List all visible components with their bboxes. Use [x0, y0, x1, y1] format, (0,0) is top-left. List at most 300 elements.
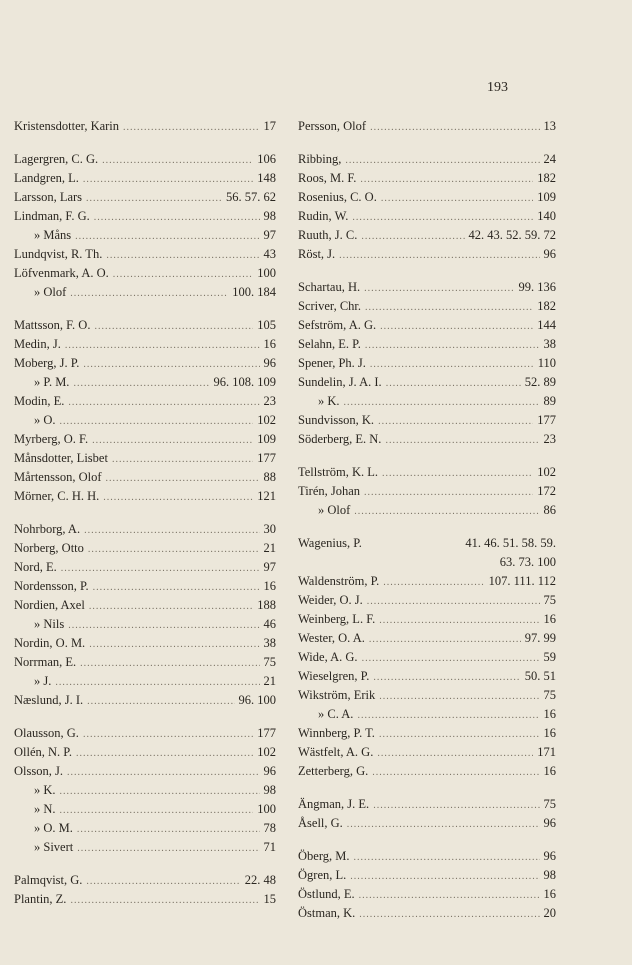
index-entry	[14, 653, 276, 672]
entry-name: Nordien, Axel	[14, 598, 85, 612]
entry-name: Wieselgren, P.	[298, 669, 370, 683]
index-entry	[298, 534, 556, 553]
index-entry	[14, 615, 276, 634]
dot-leader	[370, 355, 534, 373]
entry-name: » Nils	[34, 617, 65, 631]
index-entry	[14, 117, 276, 136]
index-entry	[298, 463, 556, 482]
dot-leader	[86, 872, 240, 890]
index-entry	[298, 150, 556, 169]
dot-leader	[75, 227, 259, 245]
entry-pages: 96	[543, 849, 556, 863]
right-index-column	[298, 117, 556, 923]
entry-pages: 100	[257, 802, 276, 816]
dot-leader	[76, 744, 253, 762]
entry-name: Myrberg, O. F.	[14, 432, 89, 446]
entry-pages: 86	[543, 503, 556, 517]
index-entry	[298, 724, 556, 743]
entry-pages: 71	[263, 840, 276, 854]
dot-leader	[80, 654, 259, 672]
dot-leader	[86, 189, 222, 207]
index-entry	[14, 283, 276, 302]
dot-leader	[88, 540, 260, 558]
entry-name: Wikström, Erik	[298, 688, 376, 702]
entry-pages: 20	[543, 906, 556, 920]
dot-leader	[61, 559, 260, 577]
index-entry	[14, 890, 276, 909]
index-entry	[298, 482, 556, 501]
index-entry	[298, 188, 556, 207]
entry-name: » K.	[34, 783, 56, 797]
entry-pages: 109	[257, 432, 276, 446]
entry-name: Waldenström, P.	[298, 574, 380, 588]
dot-leader	[357, 706, 539, 724]
index-entry	[298, 667, 556, 686]
dot-leader	[112, 450, 253, 468]
entry-name: Larsson, Lars	[14, 190, 83, 204]
entry-name: Lundqvist, R. Th.	[14, 247, 103, 261]
entry-pages: 38	[263, 636, 276, 650]
dot-leader	[360, 170, 533, 188]
entry-name: Månsdotter, Lisbet	[14, 451, 108, 465]
index-entry	[298, 572, 556, 591]
entry-name: Modin, E.	[14, 394, 65, 408]
index-entry	[14, 411, 276, 430]
entry-name: » O. M.	[34, 821, 73, 835]
entry-name: Mörner, C. H. H.	[14, 489, 100, 503]
entry-pages: 41. 46. 51. 58. 59.	[465, 536, 556, 550]
entry-pages: 107. 111. 112	[488, 574, 556, 588]
entry-pages: 144	[537, 318, 556, 332]
dot-leader	[386, 374, 521, 392]
entry-pages: 63. 73. 100	[499, 555, 556, 569]
entry-pages: 38	[543, 337, 556, 351]
index-entry	[298, 743, 556, 762]
entry-pages: 96	[263, 356, 276, 370]
entry-pages: 56. 57. 62	[226, 190, 276, 204]
index-entry	[298, 392, 556, 411]
entry-name: Sundelin, J. A. I.	[298, 375, 382, 389]
index-entry	[298, 117, 556, 136]
entry-pages: 177	[537, 413, 556, 427]
entry-pages: 75	[543, 688, 556, 702]
index-entry	[14, 207, 276, 226]
entry-pages: 16	[543, 726, 556, 740]
entry-pages: 96. 108. 109	[213, 375, 276, 389]
entry-pages: 16	[543, 612, 556, 626]
entry-pages: 100	[257, 266, 276, 280]
dot-leader	[347, 815, 540, 833]
dot-leader	[359, 886, 540, 904]
entry-pages: 13	[543, 119, 556, 133]
entry-pages: 16	[263, 337, 276, 351]
entry-name: Sefström, A. G.	[298, 318, 377, 332]
entry-pages: 43	[263, 247, 276, 261]
index-entry	[14, 871, 276, 890]
dot-leader	[370, 118, 539, 136]
entry-pages: 121	[257, 489, 276, 503]
index-entry	[298, 278, 556, 297]
entry-pages: 75	[543, 593, 556, 607]
entry-name: Söderberg, E. N.	[298, 432, 382, 446]
dot-leader	[73, 374, 209, 392]
dot-leader	[55, 673, 259, 691]
entry-pages: 171	[537, 745, 556, 759]
entry-name: Tirén, Johan	[298, 484, 361, 498]
entry-name: » P. M.	[34, 375, 70, 389]
dot-leader	[377, 744, 533, 762]
entry-pages: 52. 89	[524, 375, 556, 389]
index-entry	[14, 430, 276, 449]
entry-name: Selahn, E. P.	[298, 337, 361, 351]
entry-pages: 97. 99	[524, 631, 556, 645]
index-entry	[14, 838, 276, 857]
entry-name: Wide, A. G.	[298, 650, 358, 664]
dot-leader	[379, 725, 540, 743]
index-entry	[14, 169, 276, 188]
entry-pages: 21	[263, 541, 276, 555]
entry-pages: 50. 51	[524, 669, 556, 683]
dot-leader	[60, 782, 260, 800]
index-entry	[298, 904, 556, 923]
entry-name: Lagergren, C. G.	[14, 152, 99, 166]
entry-name: Wästfelt, A. G.	[298, 745, 374, 759]
dot-leader	[94, 317, 253, 335]
entry-name: » N.	[34, 802, 56, 816]
dot-leader	[373, 668, 520, 686]
entry-name: Medin, J.	[14, 337, 61, 351]
index-entry	[14, 819, 276, 838]
dot-leader	[379, 687, 539, 705]
index-entry	[298, 354, 556, 373]
entry-name: Plantin, Z.	[14, 892, 67, 906]
entry-pages: 89	[543, 394, 556, 408]
entry-pages: 30	[263, 522, 276, 536]
dot-leader	[70, 284, 228, 302]
index-entry	[298, 686, 556, 705]
entry-name: Nordin, O. M.	[14, 636, 86, 650]
entry-pages: 17	[263, 119, 276, 133]
entry-pages: 78	[263, 821, 276, 835]
entry-name: Röst, J.	[298, 247, 336, 261]
dot-leader	[354, 848, 540, 866]
index-entry	[298, 297, 556, 316]
entry-name: Sundvisson, K.	[298, 413, 375, 427]
entry-pages: 172	[537, 484, 556, 498]
entry-name: Næslund, J. I.	[14, 693, 84, 707]
dot-leader	[362, 649, 540, 667]
index-entry	[14, 743, 276, 762]
entry-pages: 106	[257, 152, 276, 166]
entry-name: Weider, O. J.	[298, 593, 363, 607]
index-entry	[14, 354, 276, 373]
dot-leader	[68, 393, 259, 411]
entry-name: Rosenius, C. O.	[298, 190, 377, 204]
entry-name: Olausson, G.	[14, 726, 79, 740]
index-entry	[14, 392, 276, 411]
index-entry	[298, 866, 556, 885]
entry-name: Ängman, J. E.	[298, 797, 370, 811]
dot-leader	[94, 208, 260, 226]
dot-leader	[369, 630, 521, 648]
index-entry	[14, 781, 276, 800]
entry-name: Weinberg, L. F.	[298, 612, 376, 626]
index-entry	[298, 885, 556, 904]
index-entry	[14, 245, 276, 264]
index-entry	[14, 539, 276, 558]
dot-leader	[381, 189, 533, 207]
entry-name: Nohrborg, A.	[14, 522, 81, 536]
index-entry	[14, 150, 276, 169]
entry-pages: 182	[537, 171, 556, 185]
entry-pages: 188	[257, 598, 276, 612]
dot-leader	[365, 336, 540, 354]
dot-leader	[60, 801, 254, 819]
entry-pages: 177	[257, 726, 276, 740]
entry-pages: 23	[263, 394, 276, 408]
entry-name: Norberg, Otto	[14, 541, 84, 555]
index-entry	[14, 449, 276, 468]
dot-leader	[60, 412, 254, 430]
entry-name: » Sivert	[34, 840, 74, 854]
entry-pages: 98	[263, 209, 276, 223]
left-index-column	[14, 117, 276, 909]
index-entry	[298, 705, 556, 724]
entry-pages: 16	[263, 579, 276, 593]
dot-leader	[77, 820, 260, 838]
dot-leader	[67, 763, 260, 781]
index-entry	[298, 795, 556, 814]
entry-name: Roos, M. F.	[298, 171, 357, 185]
entry-name: Persson, Olof	[298, 119, 367, 133]
entry-name: Kristensdotter, Karin	[14, 119, 120, 133]
entry-pages: 97	[263, 560, 276, 574]
index-entry	[14, 634, 276, 653]
dot-leader	[359, 905, 539, 923]
entry-pages: 110	[537, 356, 556, 370]
entry-name: Ögren, L.	[298, 868, 347, 882]
entry-name: Moberg, J. P.	[14, 356, 80, 370]
index-entry	[14, 800, 276, 819]
index-entry	[298, 335, 556, 354]
entry-name: Winnberg, P. T.	[298, 726, 375, 740]
index-entry	[298, 226, 556, 245]
index-entry	[14, 226, 276, 245]
entry-name: Wagenius, P.	[298, 536, 362, 550]
entry-name: » C. A.	[318, 707, 354, 721]
entry-name: Wester, O. A.	[298, 631, 365, 645]
entry-pages: 100. 184	[232, 285, 276, 299]
entry-name: » Olof	[34, 285, 67, 299]
entry-name: Mårtensson, Olof	[14, 470, 102, 484]
entry-pages: 42. 43. 52. 59. 72	[468, 228, 556, 242]
index-entry	[14, 264, 276, 283]
index-entry	[298, 553, 556, 572]
index-entry	[298, 316, 556, 335]
index-entry	[298, 430, 556, 449]
entry-pages: 97	[263, 228, 276, 242]
dot-leader	[383, 573, 484, 591]
index-entry	[298, 501, 556, 520]
entry-pages: 75	[543, 797, 556, 811]
dot-leader	[83, 355, 259, 373]
entry-name: » O.	[34, 413, 56, 427]
index-entry	[14, 335, 276, 354]
entry-pages: 177	[257, 451, 276, 465]
index-entry	[298, 245, 556, 264]
entry-pages: 16	[543, 764, 556, 778]
entry-pages: 23	[543, 432, 556, 446]
dot-leader	[123, 118, 259, 136]
dot-leader	[89, 635, 259, 653]
dot-leader	[364, 279, 514, 297]
index-entry	[14, 373, 276, 392]
dot-leader	[106, 246, 259, 264]
dot-leader	[365, 298, 533, 316]
entry-pages: 102	[257, 413, 276, 427]
index-entry	[298, 814, 556, 833]
index-entry	[298, 411, 556, 430]
dot-leader	[65, 336, 260, 354]
dot-leader	[385, 431, 539, 449]
entry-pages: 15	[263, 892, 276, 906]
index-entry	[14, 577, 276, 596]
dot-leader	[83, 725, 253, 743]
dot-leader	[102, 151, 253, 169]
dot-leader	[77, 839, 259, 857]
dot-leader	[382, 464, 533, 482]
dot-leader	[373, 796, 539, 814]
entry-name: Öberg, M.	[298, 849, 350, 863]
dot-leader	[106, 469, 260, 487]
entry-name: Mattsson, F. O.	[14, 318, 91, 332]
index-entry	[298, 610, 556, 629]
entry-name: Olsson, J.	[14, 764, 63, 778]
entry-name: Ribbing,	[298, 152, 342, 166]
index-entry	[14, 520, 276, 539]
index-entry	[298, 847, 556, 866]
entry-name: Norrman, E.	[14, 655, 77, 669]
index-entry	[14, 596, 276, 615]
entry-pages: 16	[543, 887, 556, 901]
entry-pages: 102	[537, 465, 556, 479]
dot-leader	[84, 521, 259, 539]
entry-name: » Måns	[34, 228, 72, 242]
dot-leader	[364, 483, 533, 501]
entry-pages: 96. 100	[238, 693, 276, 707]
entry-pages: 88	[263, 470, 276, 484]
dot-leader	[380, 317, 533, 335]
entry-pages: 75	[263, 655, 276, 669]
entry-pages: 182	[537, 299, 556, 313]
entry-name: Landgren, L.	[14, 171, 79, 185]
entry-pages: 16	[543, 707, 556, 721]
entry-name: Zetterberg, G.	[298, 764, 369, 778]
index-entry	[298, 207, 556, 226]
entry-name: Ruuth, J. C.	[298, 228, 358, 242]
index-entry	[14, 487, 276, 506]
entry-name: Palmqvist, G.	[14, 873, 83, 887]
entry-pages: 96	[543, 247, 556, 261]
index-entry	[14, 762, 276, 781]
entry-pages: 22. 48	[244, 873, 276, 887]
dot-leader	[93, 578, 260, 596]
entry-name: Nord, E.	[14, 560, 57, 574]
dot-leader	[367, 592, 540, 610]
page-number: 193	[487, 80, 508, 95]
index-entry	[14, 188, 276, 207]
dot-leader	[361, 227, 464, 245]
entry-pages: 21	[263, 674, 276, 688]
dot-leader	[352, 208, 533, 226]
entry-name: Östlund, E.	[298, 887, 355, 901]
index-entry	[14, 468, 276, 487]
index-entry	[14, 316, 276, 335]
entry-name: » J.	[34, 674, 52, 688]
entry-pages: 148	[257, 171, 276, 185]
dot-leader	[345, 151, 539, 169]
dot-leader	[339, 246, 539, 264]
entry-pages: 46	[263, 617, 276, 631]
entry-pages: 59	[543, 650, 556, 664]
entry-name: Scriver, Chr.	[298, 299, 362, 313]
entry-pages: 102	[257, 745, 276, 759]
index-entry	[298, 373, 556, 392]
entry-pages: 24	[543, 152, 556, 166]
entry-name: Lindman, F. G.	[14, 209, 90, 223]
entry-name: Rudin, W.	[298, 209, 349, 223]
entry-name: Spener, Ph. J.	[298, 356, 366, 370]
index-entry	[14, 691, 276, 710]
dot-leader	[379, 611, 539, 629]
entry-pages: 98	[263, 783, 276, 797]
dot-leader	[350, 867, 539, 885]
index-entry	[298, 169, 556, 188]
dot-leader	[344, 393, 540, 411]
dot-leader	[378, 412, 533, 430]
dot-leader	[83, 170, 253, 188]
entry-pages: 96	[263, 764, 276, 778]
entry-pages: 96	[543, 816, 556, 830]
entry-name: Löfvenmark, A. O.	[14, 266, 109, 280]
index-entry	[298, 591, 556, 610]
entry-name: Åsell, G.	[298, 816, 343, 830]
dot-leader	[87, 692, 234, 710]
entry-pages: 105	[257, 318, 276, 332]
entry-name: » Olof	[318, 503, 351, 517]
dot-leader	[354, 502, 539, 520]
dot-leader	[68, 616, 259, 634]
dot-leader	[92, 431, 253, 449]
entry-name: Tellström, K. L.	[298, 465, 379, 479]
index-entry	[298, 629, 556, 648]
dot-leader	[113, 265, 253, 283]
index-entry	[14, 558, 276, 577]
dot-leader	[70, 891, 259, 909]
entry-name: Nordensson, P.	[14, 579, 89, 593]
entry-name: Schartau, H.	[298, 280, 361, 294]
dot-leader	[372, 763, 539, 781]
dot-leader	[103, 488, 253, 506]
index-entry	[298, 762, 556, 781]
index-entry	[14, 672, 276, 691]
entry-name: Ollén, N. P.	[14, 745, 72, 759]
entry-name: » K.	[318, 394, 340, 408]
index-entry	[298, 648, 556, 667]
index-entry	[14, 724, 276, 743]
entry-pages: 109	[537, 190, 556, 204]
entry-pages: 98	[543, 868, 556, 882]
